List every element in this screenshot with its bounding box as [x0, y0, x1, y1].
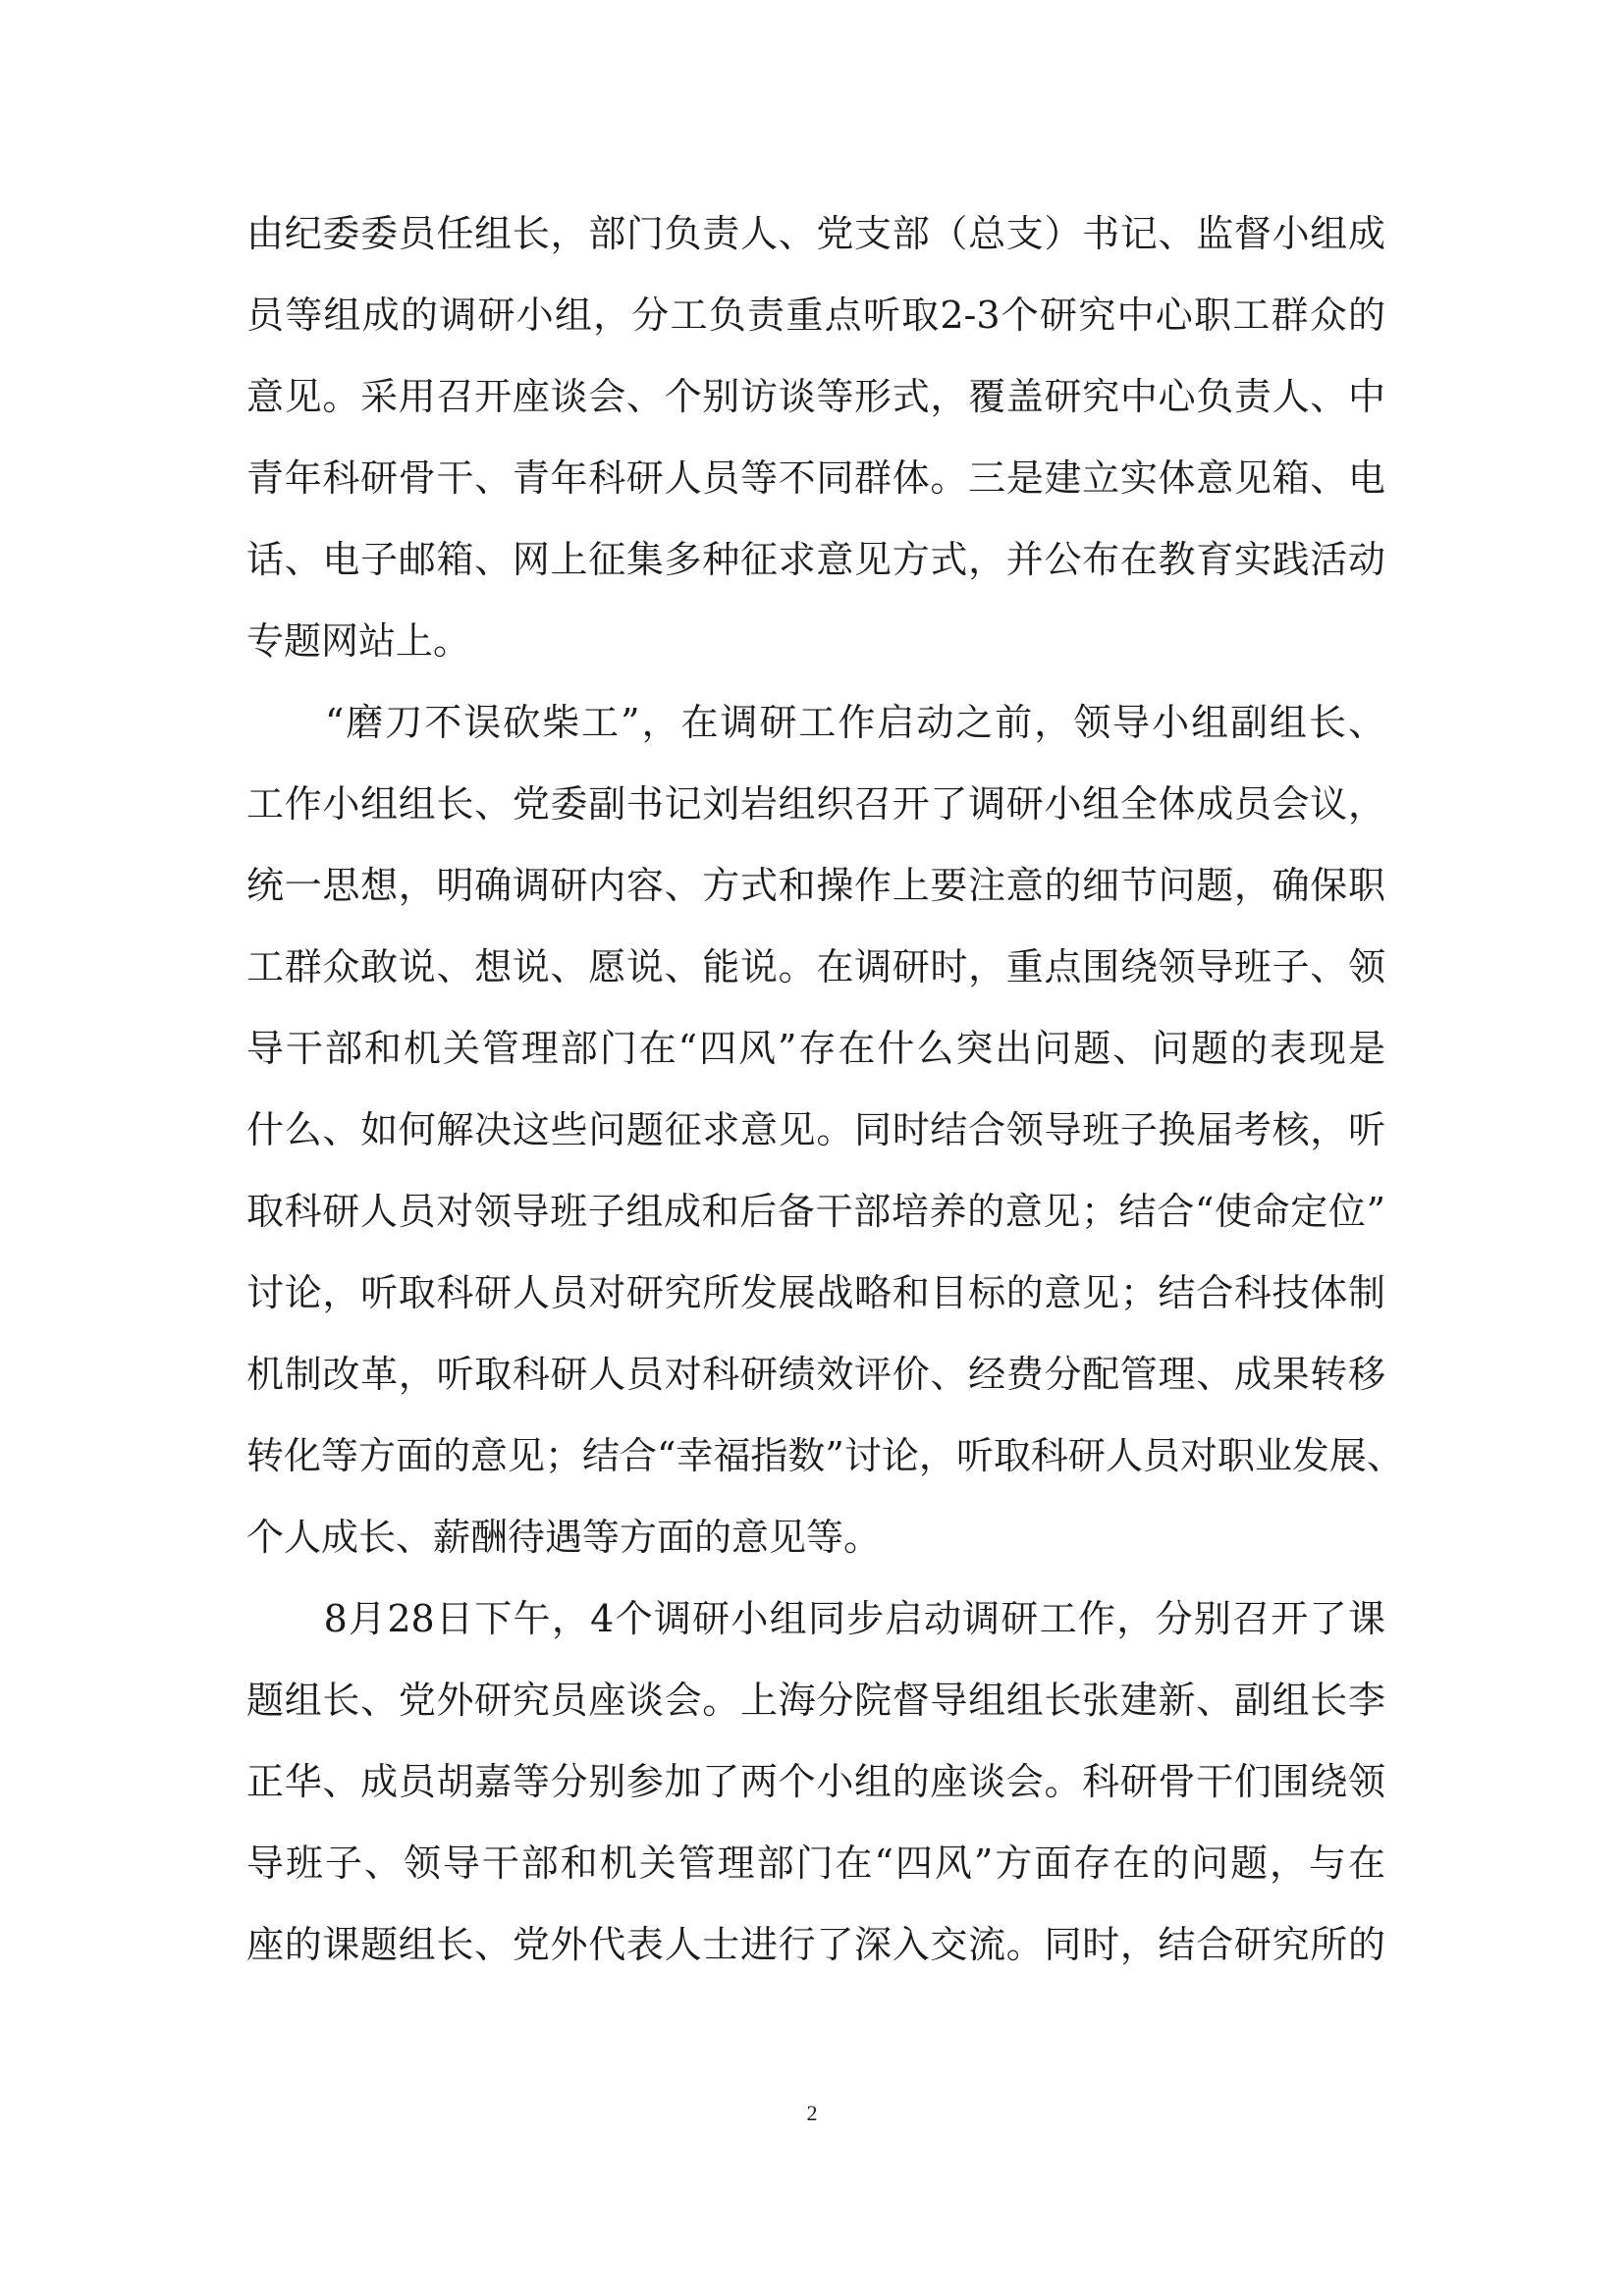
text-line: 机制改革，听取科研人员对科研绩效评价、经费分配管理、成果转移	[246, 1353, 1385, 1396]
text-line: 员等组成的调研小组，分工负责重点听取2-3个研究中心职工群众的	[246, 294, 1385, 337]
text-line: 话、电子邮箱、网上征集多种征求意见方式，并公布在教育实践活动	[246, 538, 1385, 581]
page-number: 2	[806, 2101, 818, 2125]
text-line: 工群众敢说、想说、愿说、能说。在调研时，重点围绕领导班子、领	[246, 945, 1385, 988]
text-line: 个人成长、薪酬待遇等方面的意见等。	[246, 1516, 882, 1559]
text-line: 工作小组组长、党委副书记刘岩组织召开了调研小组全体成员会议，	[246, 782, 1385, 826]
text-line: 8月28日下午，4个调研小组同步启动调研工作，分别召开了课	[246, 1597, 1385, 1640]
text-line: 专题网站上。	[246, 619, 471, 663]
text-line: 正华、成员胡嘉等分别参加了两个小组的座谈会。科研骨干们围绕领	[246, 1760, 1385, 1803]
text-line: 讨论，听取科研人员对研究所发展战略和目标的意见；结合科技体制	[246, 1271, 1385, 1314]
text-line: 什么、如何解决这些问题征求意见。同时结合领导班子换届考核，听	[246, 1108, 1385, 1151]
text-line: 导干部和机关管理部门在“四风”存在什么突出问题、问题的表现是	[246, 1027, 1385, 1070]
text-line: “磨刀不误砍柴工”，在调研工作启动之前，领导小组副组长、	[246, 701, 1385, 744]
text-line: 座的课题组长、党外代表人士进行了深入交流。同时，结合研究所的	[246, 1923, 1385, 1966]
text-line: 由纪委委员任组长，部门负责人、党支部（总支）书记、监督小组成	[246, 212, 1385, 255]
text-line: 取科研人员对领导班子组成和后备干部培养的意见；结合“使命定位”	[246, 1190, 1385, 1233]
text-line: 意见。采用召开座谈会、个别访谈等形式，覆盖研究中心负责人、中	[246, 375, 1385, 418]
text-line: 题组长、党外研究员座谈会。上海分院督导组组长张建新、副组长李	[246, 1679, 1385, 1722]
text-line: 统一思想，明确调研内容、方式和操作上要注意的细节问题，确保职	[246, 864, 1385, 907]
text-line: 转化等方面的意见；结合“幸福指数”讨论，听取科研人员对职业发展、	[246, 1434, 1404, 1477]
text-line: 青年科研骨干、青年科研人员等不同群体。三是建立实体意见箱、电	[246, 456, 1385, 500]
text-line: 导班子、领导干部和机关管理部门在“四风”方面存在的问题，与在	[246, 1842, 1385, 1885]
